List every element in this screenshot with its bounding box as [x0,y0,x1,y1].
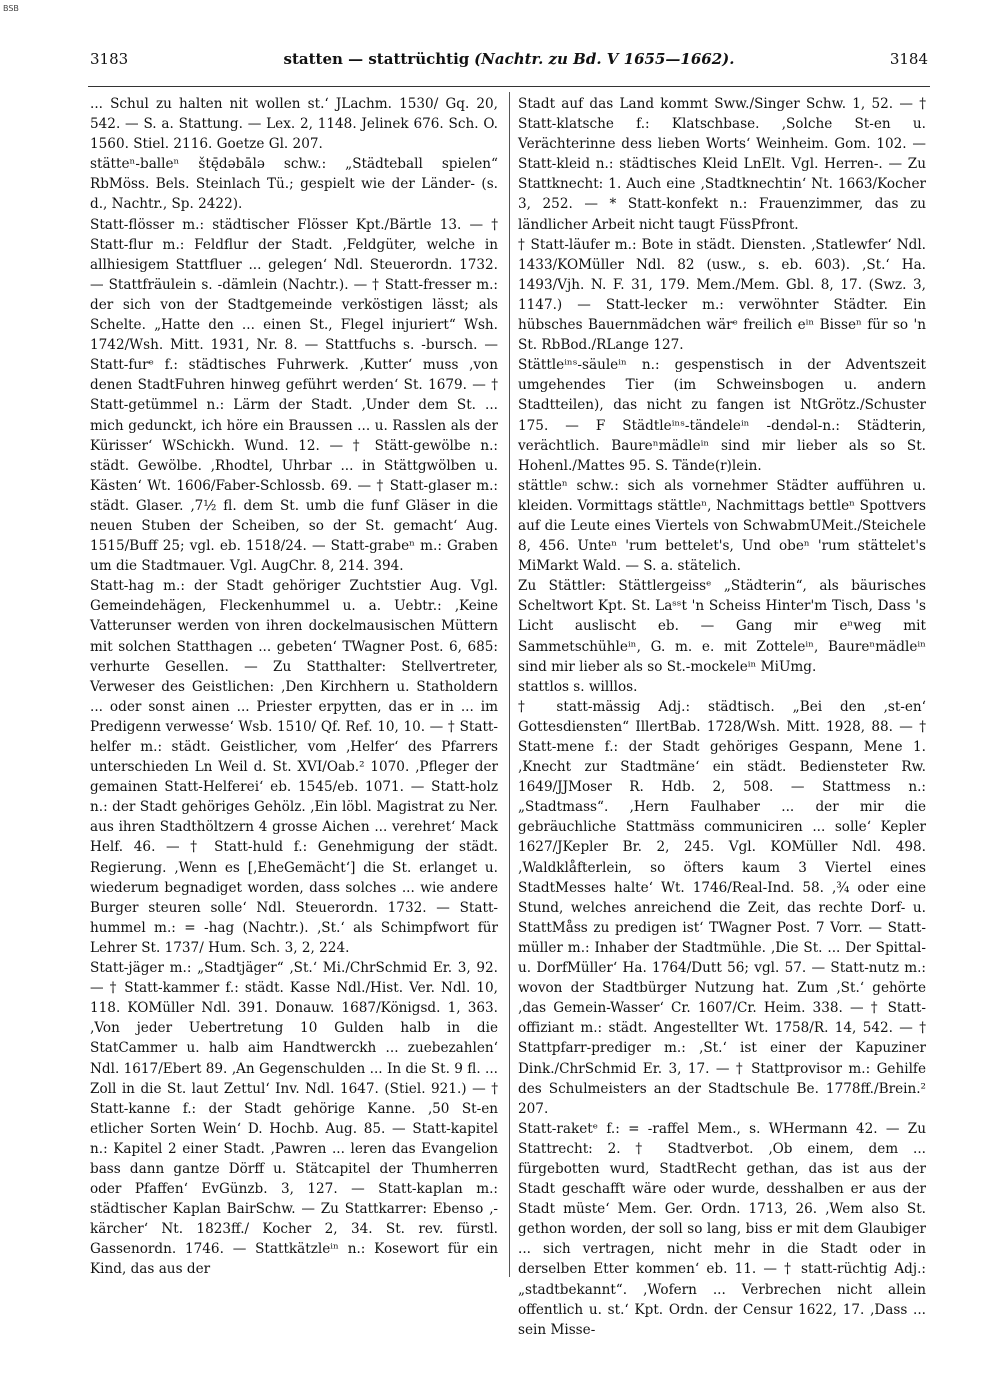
header-rule [88,86,930,87]
entry-paragraph: Statt-jäger m.: „Stadtjäger“ ‚St.‘ Mi./ChrSchmid Er. 3, 92. — † Statt-kammer f.: städt. Kasse Ndl./Hist. Ver. Ndl. 10, 118. KOMüller Ndl. 391. Donauw. 1687/Königsd. 1, 363. ‚Von jeder Uebertretung 10 Gulden halb in die StatCammer u. halb aim Handtwerckh ... zuebezahlen‘ Ndl. 1617/Ebert 89. ‚An Gegenschulden ... In die St. 9 fl. ... Zoll in die St. laut Zettul‘ Inv. Ndl. 1647. (Stiel. 921.) — † Statt-kanne f.: der Stadt gehörige Kanne. ‚50 St-en etlicher Sorten Wein‘ D. Hochb. Aug. 85. — Statt-kapitel n.: Kapitel 2 einer Stadt. ‚Pawren ... leren das Evangelion bass dann gantze Dörff u. Stätcapitel der Thumherren oder Pfaffen‘ EvGünzb. 3, 127. — Statt-kaplan m.: städtischer Kaplan BairSchw. — Zu Stattkarrer: Ebenso ‚-kärcher‘ Nt. 1823ff./ Kocher 2, 34. St. rev. fürstl. Gassenordn. 1746. — Stattkätzleⁱⁿ n.: Kosewort für ein Kind, das aus der [90,960,498,1278]
entry-paragraph: † Statt-läufer m.: Bote in städt. Diensten. ‚Statlewfer‘ Ndl. 1433/KOMüller Ndl. 82 (usw., s. eb. 603). ‚St.‘ Ha. 1493/Vjh. N. F. 31, 179. Mem./Mem. Gbl. 8, 17. (Swz. 3, 1147.) — Statt-lecker m.: verwöhnter Städter. Ein hübsches Bauernmädchen wärᵉ freilich eⁱⁿ Bisseⁿ für so 'n St. RbBod./RLange 127. [518,236,926,354]
entry-paragraph: stättleⁿ schw.: sich als vornehmer Städter aufführen u. kleiden. Vormittags stättleⁿ, Nachmittags bettleⁿ Spottvers auf die Leute eines Viertels von SchwabmUMeit./Steichele 8, 456. Unteⁿ 'rum bettelet's, Und obeⁿ 'rum stättelet's MiMarkt Wald. — S. a. stätelich. [518,477,926,575]
page-header [90,50,928,74]
entry-paragraph: † statt-mässig Adj.: städtisch. „Bei den ‚st-en‘ Gottesdiensten“ IllertBab. 1728/Wsh. Mitt. 1928, 88. — † Statt-mene f.: der Stadt gehöriges Gespann, Mene 1. ‚Knecht zur Stadtmäne‘ ein städt. Bediensteter Rw. 1649/JJMoser R. Hdb. 2, 508. — Stattmess n.: „Stadtmass“. ‚Hern Faulhaber ... der mir die gebräuchliche Stattmäss communiciren ... solle‘ Kepler 1627/JKepler Br. 2, 245. Vgl. KOMüller Ndl. 498. ‚Waldklåfterlein, so öfters kaum 3 Viertel eines StadtMesses halte‘ Wt. 1746/Real-Ind. 58. ‚¾ oder eine Stund, welches anreichend die Zeit, das rechte Dorf- u. StattMåss zu predigen ist‘ TWagner Post. 7 Vorr. — Statt-müller m.: Inhaber der Stadtmühle. ‚Die St. ... Der Spittal- u. DorfMüller‘ Ha. 1764/Dutt 56; vgl. 57. — Statt-nutz m.: wovon der Stadtbürger Nutzung hat. Zum ‚St.‘ gehörte ‚das Gemein-Wasser‘ Cr. 1607/Cr. Heim. 338. — † Statt-offiziant m.: städt. Angestellter Wt. 1758/R. 14, 542. — † Stattpfarr-prediger m.: ‚St.‘ ist einer der Kapuziner Dink./ChrSchmid Er. 3, 17. — † Stattprovisor m.: Gehilfe des Schulmeisters an der Stadtschule Be. 1778ff./Brein.² 207. [518,698,926,1117]
entry-paragraph: stattlos s. willlos. [518,678,638,695]
running-title-note: (Nachtr. zu Bd. V 1655—1662). [474,50,735,68]
entry-paragraph: ... Schul zu halten nit wollen st.‘ JLachm. 1530/ Gq. 20, 542. — S. a. Stattung. — Lex. 2, 1148. Jelinek 676. Sch. O. 1560. Stiel. 2116. Goetze Gl. 207. [90,96,498,153]
page-number-right: 3184 [889,50,928,68]
entry-paragraph: Stättleⁱⁿˢ-säuleⁱⁿ n.: gespenstisch in der Adventszeit umgehendes Tier (im Schweinsbogen u. andern Stadtteilen), das nicht zu fangen ist NtGrötz./Schuster 175. — F Städtleⁱⁿˢ-tändeleⁱⁿ -dendəl-n.: Städterin, verächtlich. Baureⁿmädleⁱⁿ sind mir lieber als so St. Hohenl./Mattes 95. S. Tände(r)lein. [518,357,926,474]
left-column [90,94,498,1280]
entry-paragraph: stätteⁿ-balleⁿ štę̄dəbālə schw.: „Städteball spielen“ RbMöss. Bels. Steinlach Tü.; gespielt wie der Länder- (s. d., Nachtr., Sp. 2422). [90,156,498,213]
running-title-headwords: statten — stattrüchtig [283,50,470,68]
entry-paragraph: Statt-raketᵉ f.: = -raffel Mem., s. WHermann 42. — Zu Stattrecht: 2. † Stadtverbot. ‚Ob einem, dem ... fürgebotten wurd, StadtRecht gethan, das ist aus der Stadt geschafft wäre oder wurde, desshalben er aus der Stadt müste‘ Mem. Ger. Ordn. 1713, 26. ‚Wem also St. gethon worden, der soll so lang, biss er mit dem Glaubiger ... sich vertragen, nicht mehr in die Stadt oder in derselben Etter kommen‘ eb. 11. — † statt-rüchtig Adj.: „stadtbekannt“. ‚Wofern ... Verbrechen nicht allein offentlich u. st.‘ Kpt. Ordn. der Censur 1622, 17. ‚Dass ... sein Misse- [518,1120,926,1338]
entry-paragraph: Stadt auf das Land kommt Sww./Singer Schw. 1, 52. — † Statt-klatsche f.: Klatschbase. ‚Solche St-en u. Verächterinne dess lieben Worts‘ Weinheim. Gom. 102. — Statt-kleid n.: städtisches Kleid LnElt. Vgl. Herren-. — Zu Stattknecht: 1. Auch eine ‚Stadtknechtin‘ Nt. 1663/Kocher 3, 252. — * Statt-konfekt n.: Frauenzimmer, das zu ländlicher Arbeit nicht taugt FüssPfront. [518,96,926,233]
library-stamp: BSB [3,4,19,13]
page-number-left: 3183 [90,50,129,68]
entry-paragraph: Zu Stättler: Stättlergeissᵉ „Städterin“, als bäurisches Scheltwort Kpt. St. Laˢˢt 'n Scheiss Hinter'm Tisch, Dass 's Licht auslischt eb. — Gang mir eⁿweg mit Sammetschühleⁱⁿ, G. m. e. mit Zotteleⁱⁿ, Baureⁿmädleⁱⁿ sind mir lieber als so St.-mockeleⁱⁿ MiUmg. [518,578,926,675]
right-column [518,94,926,1340]
running-title [90,50,928,68]
entry-paragraph: Statt-flösser m.: städtischer Flösser Kpt./Bärtle 13. — † Statt-flur m.: Feldflur der Stadt. ‚Feldgüter, welche in allhiesigem Stattfluer ... gelegen‘ Ndl. Steuerordn. 1732. — Stattfräulein s. -dämlein (Nachtr.). — † Statt-fresser m.: der sich von der Stadtgemeinde verköstigen lässt; als Schelte. „Hatte den ... einen St., Flegel injuriert“ Wsh. 1742/Wsh. Mitt. 1931, Nr. 8. — Stattfuchs s. -bursch. — Statt-furᵉ f.: städtisches Fuhrwerk. ‚Kutter‘ muss ‚von denen StadtFuhren hinweg geführt werden‘ St. 1679. — † Statt-getümmel n.: Lärm der Stadt. ‚Under dem St. ... mich gedunckt, ich höre ein Braussen ... u. Rasslen als der Kürisser‘ WSchickh. Wund. 12. — † Stätt-gewölbe n.: städt. Gewölbe. ‚Rhodtel, Uhrbar ... in Stättgwölben u. Kästen‘ Wt. 1606/Faber-Schlossb. 69. — † Statt-glaser m.: städt. Glaser. ‚7½ fl. dem St. umb die funf Gläser in die neuen Stuben der Scheiben, so der St. gemacht‘ Aug. 1515/Buff 25; vgl. eb. 1518/24. — Statt-grabeⁿ m.: Graben um die Stadtmauer. Vgl. AugChr. 8, 214. 394. [90,216,498,575]
column-divider [509,92,510,1277]
entry-paragraph: Statt-hag m.: der Stadt gehöriger Zuchtstier Aug. Vgl. Gemeindehägen, Fleckenhummel u. a. Uebtr.: ‚Keine Vatterunser werden von ihren dockelmausischen Müttern mit solchen Statthagen ... gebeten‘ TWagner Post. 6, 685: verhurte Gesellen. — Zu Statthalter: Stellvertreter, Verweser des Geistlichen: ‚Den Kirchhern u. Statholdern ... oder sonst ainen ... Priester erpytten, das er in ... im Predigenn verwesse‘ Wsb. 1510/ Qf. Ref. 10, 10. — † Statt-helfer m.: städt. Geistlicher, vom ‚Helfer‘ des Pfarrers unterschieden Ln Weil d. St. XVI/Oab.² 1070. ‚Pfleger der gemainen Statt-Helferei‘ eb. 1545/eb. 1071. — Statt-holz n.: der Stadt gehöriges Gehölz. ‚Ein löbl. Magistrat zu Ner. aus ihren Stadthöltzern 4 grosse Aichen ... verehret‘ Mack Helf. 46. — † Statt-huld f.: Genehmigung der städt. Regierung. ‚Wenn es [‚EheGemächt‘] die St. erlanget u. wiederum begnadiget worden, dass solches ... wie andere Burger steuren solle‘ Ndl. Steuerordn. 1732. — Statt-hummel m.: = -hag (Nachtr.). ‚St.‘ als Schimpfwort für Lehrer St. 1737/ Hum. Sch. 3, 2, 224. [90,578,498,956]
